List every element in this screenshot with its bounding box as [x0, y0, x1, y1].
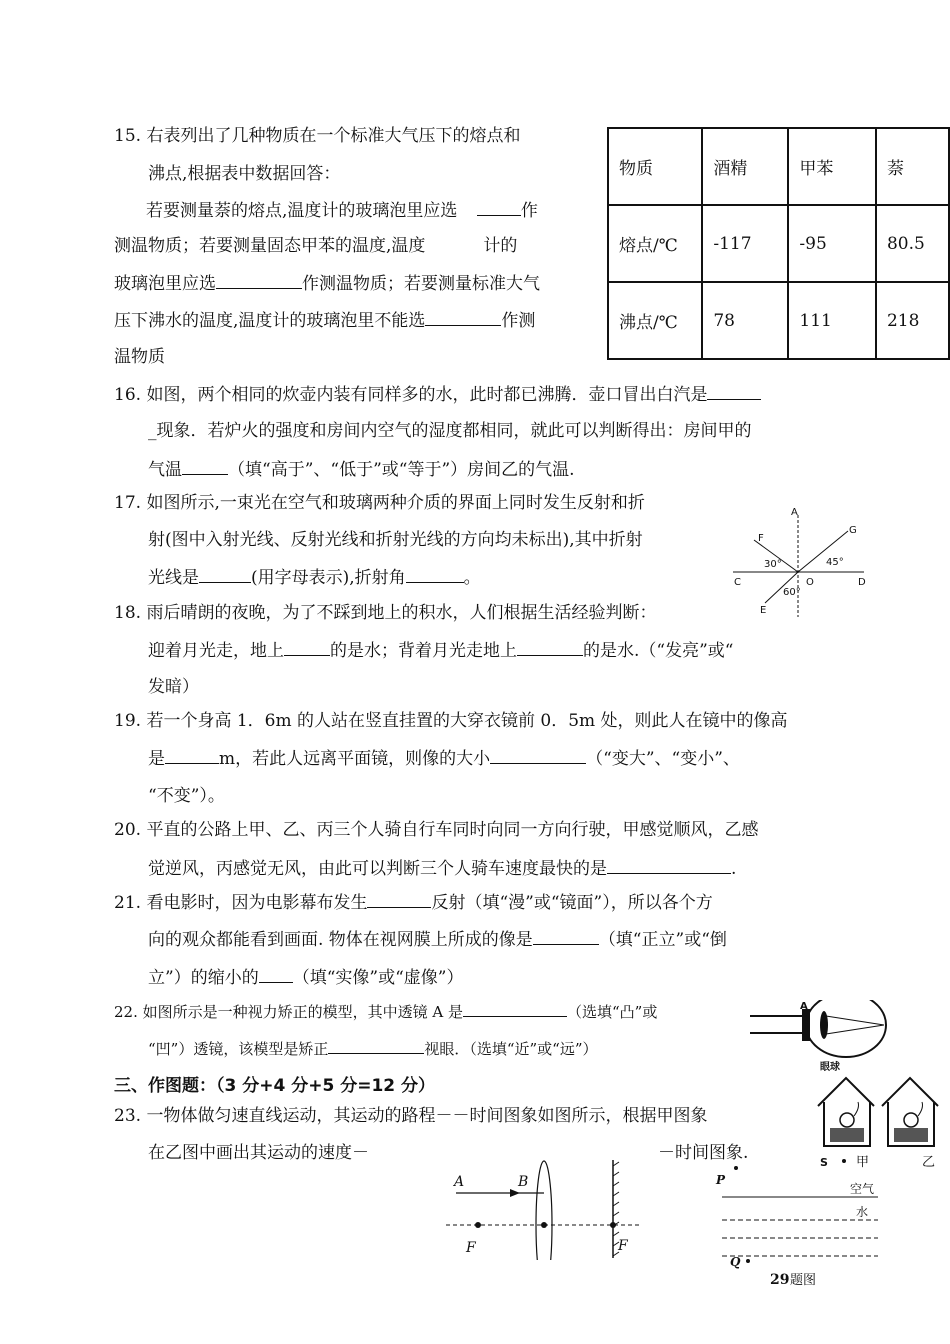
- label-jia: 甲: [856, 1155, 870, 1170]
- answer-blank[interactable]: [463, 1000, 567, 1017]
- kettle-rooms-diagram: [814, 1074, 950, 1174]
- q15-line3: 若要测量萘的熔点,温度计的玻璃泡里应选 作: [146, 201, 538, 221]
- q15-line6: 压下沸水的温度,温度计的玻璃泡里不能选 作测: [114, 311, 536, 331]
- label-q: Q: [730, 1255, 741, 1269]
- q20-line1: 20. 平直的公路上甲、乙、丙三个人骑自行车同时向同一方向行驶，甲感觉顺风，乙感: [114, 820, 759, 840]
- angle-45: 45°: [826, 557, 844, 568]
- q17-line1: 17. 如图所示,一束光在空气和玻璃两种介质的界面上同时发生反射和折: [114, 493, 645, 513]
- q17-line3: 光线是 (用字母表示),折射角 。: [148, 568, 481, 588]
- label-p: P: [716, 1173, 726, 1187]
- label-air: 空气: [850, 1182, 875, 1196]
- q15-line4: 测温物质；若要测量固态甲苯的温度,温度 计的: [114, 236, 518, 256]
- q15-line5: 玻璃泡里应选 作测温物质；若要测量标准大气: [114, 274, 540, 294]
- answer-blank[interactable]: [707, 383, 761, 400]
- answer-blank[interactable]: [367, 891, 431, 908]
- label-d: D: [858, 577, 866, 588]
- q18-line2: 迎着月光走，地上 的是水；背着月光走地上 的是水.（“发亮”或“: [148, 641, 734, 661]
- q17-line2: 射(图中入射光线、反射光线和折射光线的方向均未标出),其中折射: [148, 530, 643, 550]
- caption-text: 题图: [790, 1273, 817, 1288]
- table-cell: 甲苯: [788, 128, 876, 205]
- eye-label: 眼球: [820, 1062, 840, 1073]
- answer-blank[interactable]: [533, 928, 599, 945]
- q20-line2: 觉逆风，丙感觉无风，由此可以判断三个人骑车速度最快的是 .: [148, 859, 737, 879]
- label-yi: 乙: [922, 1155, 936, 1170]
- label-a: A: [791, 507, 798, 518]
- label-water: 水: [856, 1205, 869, 1219]
- answer-blank[interactable]: [284, 639, 330, 656]
- table-cell: 熔点/℃: [608, 205, 702, 282]
- q23-line1: 23. 一物体做匀速直线运动，其运动的路程－－时间图象如图所示，根据甲图象: [114, 1106, 708, 1126]
- q16-line3: 气温 （填“高于”、“低于”或“等于”）房间乙的气温.: [148, 460, 575, 480]
- table-cell: -95: [788, 205, 876, 282]
- label-lens-a: A: [800, 1001, 808, 1012]
- caption-number: 29: [770, 1272, 790, 1288]
- table-cell: -117: [702, 205, 788, 282]
- label-b: B: [518, 1174, 529, 1190]
- table-cell: 111: [788, 282, 876, 359]
- table-cell: 物质: [608, 128, 702, 205]
- air-water-diagram: [712, 1160, 882, 1290]
- table-cell: 80.5: [876, 205, 949, 282]
- q18-line3: 发暗）: [148, 677, 199, 697]
- q21-line2: 向的观众都能看到画面. 物体在视网膜上所成的像是 （填“正立”或“倒: [148, 930, 727, 950]
- answer-blank[interactable]: [607, 857, 731, 874]
- q15-line1: 15. 右表列出了几种物质在一个标准大气压下的熔点和: [114, 126, 521, 146]
- answer-blank[interactable]: [477, 199, 521, 216]
- q15-line2: 沸点,根据表中数据回答：: [148, 164, 341, 184]
- label-f-left: F: [466, 1240, 476, 1256]
- angle-30: 30°: [764, 559, 782, 570]
- answer-blank[interactable]: [490, 747, 586, 764]
- eye-model-diagram: [746, 1000, 888, 1074]
- q21-line1: 21. 看电影时，因为电影幕布发生 反射（填“漫”或“镜面”），所以各个方: [114, 893, 713, 913]
- answer-blank[interactable]: [517, 639, 583, 656]
- table-cell: 沸点/℃: [608, 282, 702, 359]
- label-e: E: [760, 605, 767, 616]
- angle-60: 60°: [783, 587, 801, 598]
- q15-line7: 温物质: [114, 347, 165, 367]
- q22-line2: “凹”）透镜，该模型是矫正 视眼．（选填“近”或“远”）: [148, 1037, 598, 1060]
- answer-blank[interactable]: [216, 272, 302, 289]
- answer-blank[interactable]: [328, 1037, 424, 1054]
- q23-line2b: －时间图象.: [658, 1143, 749, 1163]
- label-o: O: [806, 577, 814, 588]
- q19-line1: 19. 若一个身高 1．6m 的人站在竖直挂置的大穿衣镜前 0．5m 处，则此人在镜中的像高: [114, 711, 788, 731]
- label-f: F: [758, 533, 764, 544]
- table-cell: 酒精: [702, 128, 788, 205]
- lens-ray-diagram: [440, 1156, 654, 1260]
- q22-line1: 22. 如图所示是一种视力矫正的模型，其中透镜 A 是 （选填“凸”或: [114, 1000, 657, 1023]
- q23-line2a: 在乙图中画出其运动的速度－: [148, 1143, 369, 1163]
- answer-blank[interactable]: [165, 747, 219, 764]
- label-c: C: [734, 577, 741, 588]
- q19-line2: 是 m，若此人远离平面镜，则像的大小 （“变大”、“变小”、: [148, 749, 740, 769]
- answer-blank[interactable]: [259, 966, 293, 983]
- table-row: [608, 128, 949, 205]
- table-cell: 78: [702, 282, 788, 359]
- q16-line2: _现象．若炉火的强度和房间内空气的湿度都相同，就此可以判断得出：房间甲的: [148, 421, 752, 441]
- answer-blank[interactable]: [406, 566, 464, 583]
- melting-boiling-table: [607, 127, 950, 360]
- table-row: [608, 205, 949, 282]
- answer-blank[interactable]: [199, 566, 251, 583]
- table-cell: 萘: [876, 128, 949, 205]
- q19-line3: “不变”）。: [148, 786, 225, 806]
- q21-line3: 立”）的缩小的 （填“实像”或“虚像”）: [148, 968, 464, 988]
- refraction-diagram: [728, 503, 868, 621]
- label-f-right: F: [618, 1238, 628, 1254]
- table-cell: 218: [876, 282, 949, 359]
- answer-blank[interactable]: [182, 458, 228, 475]
- label-a: A: [454, 1174, 465, 1190]
- answer-blank[interactable]: [425, 309, 501, 326]
- table-row: [608, 282, 949, 359]
- q18-line1: 18. 雨后晴朗的夜晚，为了不踩到地上的积水，人们根据生活经验判断：: [114, 603, 657, 623]
- section-3-heading: 三、作图题：（3 分+4 分+5 分=12 分）: [114, 1076, 436, 1096]
- label-s: S: [820, 1156, 828, 1169]
- q16-line1: 16. 如图，两个相同的炊壶内装有同样多的水，此时都已沸腾．壶口冒出白汽是: [114, 383, 761, 406]
- label-g: G: [849, 525, 857, 536]
